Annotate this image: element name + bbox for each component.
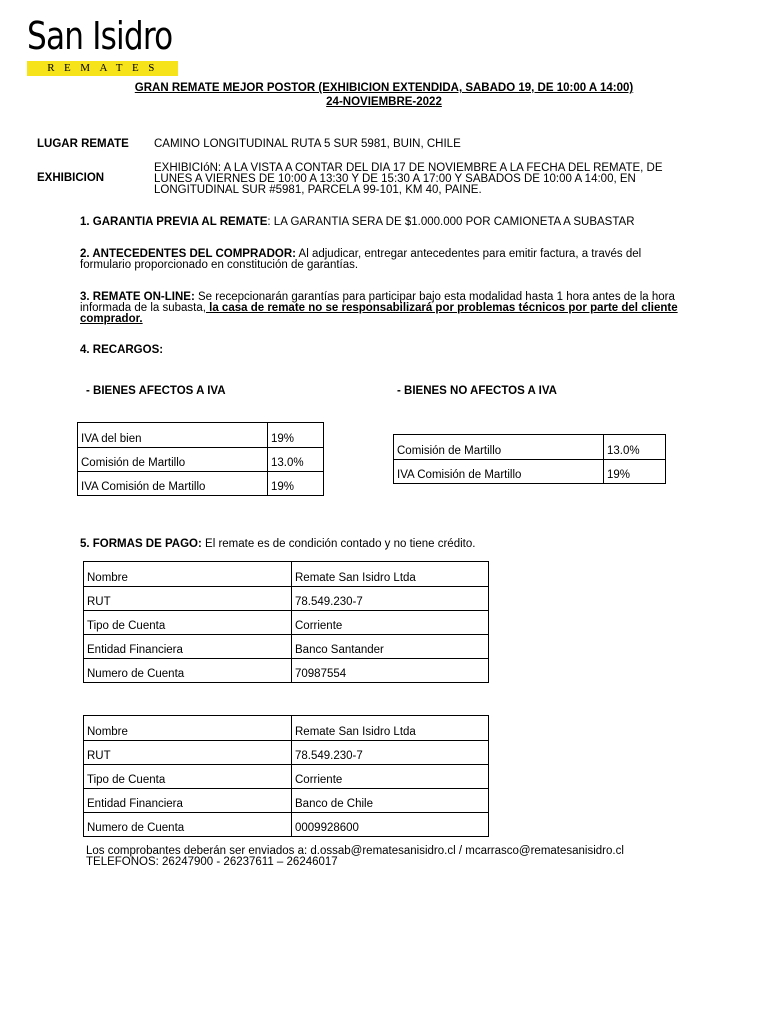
exhibicion-line: EXHIBICIóN: A LA VISTA A CONTAR DEL DIA 17 DE NOVIEMBRE A LA FECHA DEL REMATE, DE	[154, 162, 663, 174]
table-row	[394, 435, 666, 460]
table-row	[78, 423, 324, 448]
footer-phones: TELEFONOS: 26247900 - 26237611 – 26246017	[86, 856, 338, 868]
table-row	[84, 716, 489, 741]
logo-wordmark: San Isidro	[27, 14, 173, 58]
lugar-value: CAMINO LONGITUDINAL RUTA 5 SUR 5981, BUIN, CHILE	[154, 138, 461, 150]
afectos-label: - BIENES AFECTOS A IVA	[86, 385, 226, 397]
section-antecedentes	[80, 249, 641, 271]
table-cell: 0009928600	[292, 813, 489, 837]
section-online	[80, 292, 678, 325]
no-afectos-table	[393, 434, 666, 484]
footer-emails: Los comprobantes deberán ser enviados a: d.ossab@rematesanisidro.cl / mcarrasco@rematesanisidro.cl	[86, 845, 624, 857]
bank-table-santander	[83, 561, 489, 683]
table-row	[84, 587, 489, 611]
logo-banner	[27, 61, 178, 76]
exhibicion-label: EXHIBICION	[37, 172, 105, 184]
document-title: GRAN REMATE MEJOR POSTOR (EXHIBICION EXTENDIDA, SABADO 19, DE 10:00 A 14:00)	[134, 82, 634, 94]
table-cell: RUT	[84, 741, 292, 765]
table-row	[394, 460, 666, 484]
table-cell: Tipo de Cuenta	[84, 611, 292, 635]
table-cell: Nombre	[84, 716, 292, 741]
section-text: : LA GARANTIA SERA DE $1.000.000 POR CAMIONETA A SUBASTAR	[267, 216, 635, 228]
table-cell: Comisión de Martillo	[394, 435, 604, 460]
table-cell: 19%	[604, 460, 666, 484]
table-cell: Entidad Financiera	[84, 635, 292, 659]
section-heading: 1. GARANTIA PREVIA AL REMATE	[80, 216, 268, 228]
table-row	[84, 635, 489, 659]
exhibicion-text	[154, 163, 663, 196]
table-cell: 78.549.230-7	[292, 587, 489, 611]
exhibicion-line: LUNES A VIERNES DE 10:00 A 13:30 Y DE 15:30 A 17:00 Y SABADOS DE 10:00 A 14:00, EN	[154, 173, 636, 185]
table-row	[84, 659, 489, 683]
bank-table-chile	[83, 715, 489, 837]
document-date: 24-NOVIEMBRE-2022	[326, 96, 442, 108]
table-cell: Remate San Isidro Ltda	[292, 716, 489, 741]
section-recargos: 4. RECARGOS:	[80, 344, 164, 356]
table-cell: 13.0%	[604, 435, 666, 460]
table-cell: 19%	[268, 423, 324, 448]
table-row	[78, 448, 324, 472]
table-cell: IVA Comisión de Martillo	[394, 460, 604, 484]
section-formas-pago	[80, 539, 475, 551]
table-cell: Remate San Isidro Ltda	[292, 562, 489, 587]
section-warning: la casa de remate no se responsabilizará por problemas técnicos por parte del cliente	[205, 302, 678, 314]
table-row	[84, 789, 489, 813]
table-cell: Nombre	[84, 562, 292, 587]
table-row	[84, 813, 489, 837]
table-cell: 19%	[268, 472, 324, 496]
section-text: El remate es de condición contado y no tiene crédito.	[201, 538, 476, 550]
table-cell: Banco Santander	[292, 635, 489, 659]
section-warning: comprador.	[80, 313, 143, 325]
footer-contact	[86, 846, 624, 868]
table-cell: IVA Comisión de Martillo	[78, 472, 268, 496]
table-cell: RUT	[84, 587, 292, 611]
section-heading: 5. FORMAS DE PAGO:	[80, 538, 202, 550]
table-cell: Comisión de Martillo	[78, 448, 268, 472]
table-cell: Banco de Chile	[292, 789, 489, 813]
section-heading: 2. ANTECEDENTES DEL COMPRADOR:	[80, 248, 296, 260]
table-cell: Tipo de Cuenta	[84, 765, 292, 789]
section-garantia	[80, 217, 635, 229]
table-row	[84, 765, 489, 789]
table-cell: Entidad Financiera	[84, 789, 292, 813]
section-heading: 3. REMATE ON-LINE:	[80, 291, 195, 303]
table-cell: 78.549.230-7	[292, 741, 489, 765]
table-row	[78, 472, 324, 496]
afectos-table	[77, 422, 324, 496]
table-row	[84, 562, 489, 587]
table-row	[84, 741, 489, 765]
table-cell: Corriente	[292, 765, 489, 789]
section-text: Se recepcionarán garantías para participar bajo esta modalidad hasta 1 hora antes de la hora	[194, 291, 675, 303]
table-cell: Corriente	[292, 611, 489, 635]
table-cell: 13.0%	[268, 448, 324, 472]
section-text: Al adjudicar, entregar antecedentes para emitir factura, a través del	[295, 248, 642, 260]
table-cell: Numero de Cuenta	[84, 813, 292, 837]
table-cell: 70987554	[292, 659, 489, 683]
table-row	[84, 611, 489, 635]
table-cell: IVA del bien	[78, 423, 268, 448]
section-text: formulario proporcionado en constitución de garantías.	[80, 259, 359, 271]
lugar-label: LUGAR REMATE	[37, 138, 129, 150]
section-text: informada de la subasta,	[80, 302, 206, 314]
logo-subtitle: REMATES	[47, 62, 164, 74]
table-cell: Numero de Cuenta	[84, 659, 292, 683]
no-afectos-label: - BIENES NO AFECTOS A IVA	[397, 385, 557, 397]
exhibicion-line: LONGITUDINAL SUR #5981, PARCELA 99-101, KM 40, PAINE.	[154, 184, 482, 196]
